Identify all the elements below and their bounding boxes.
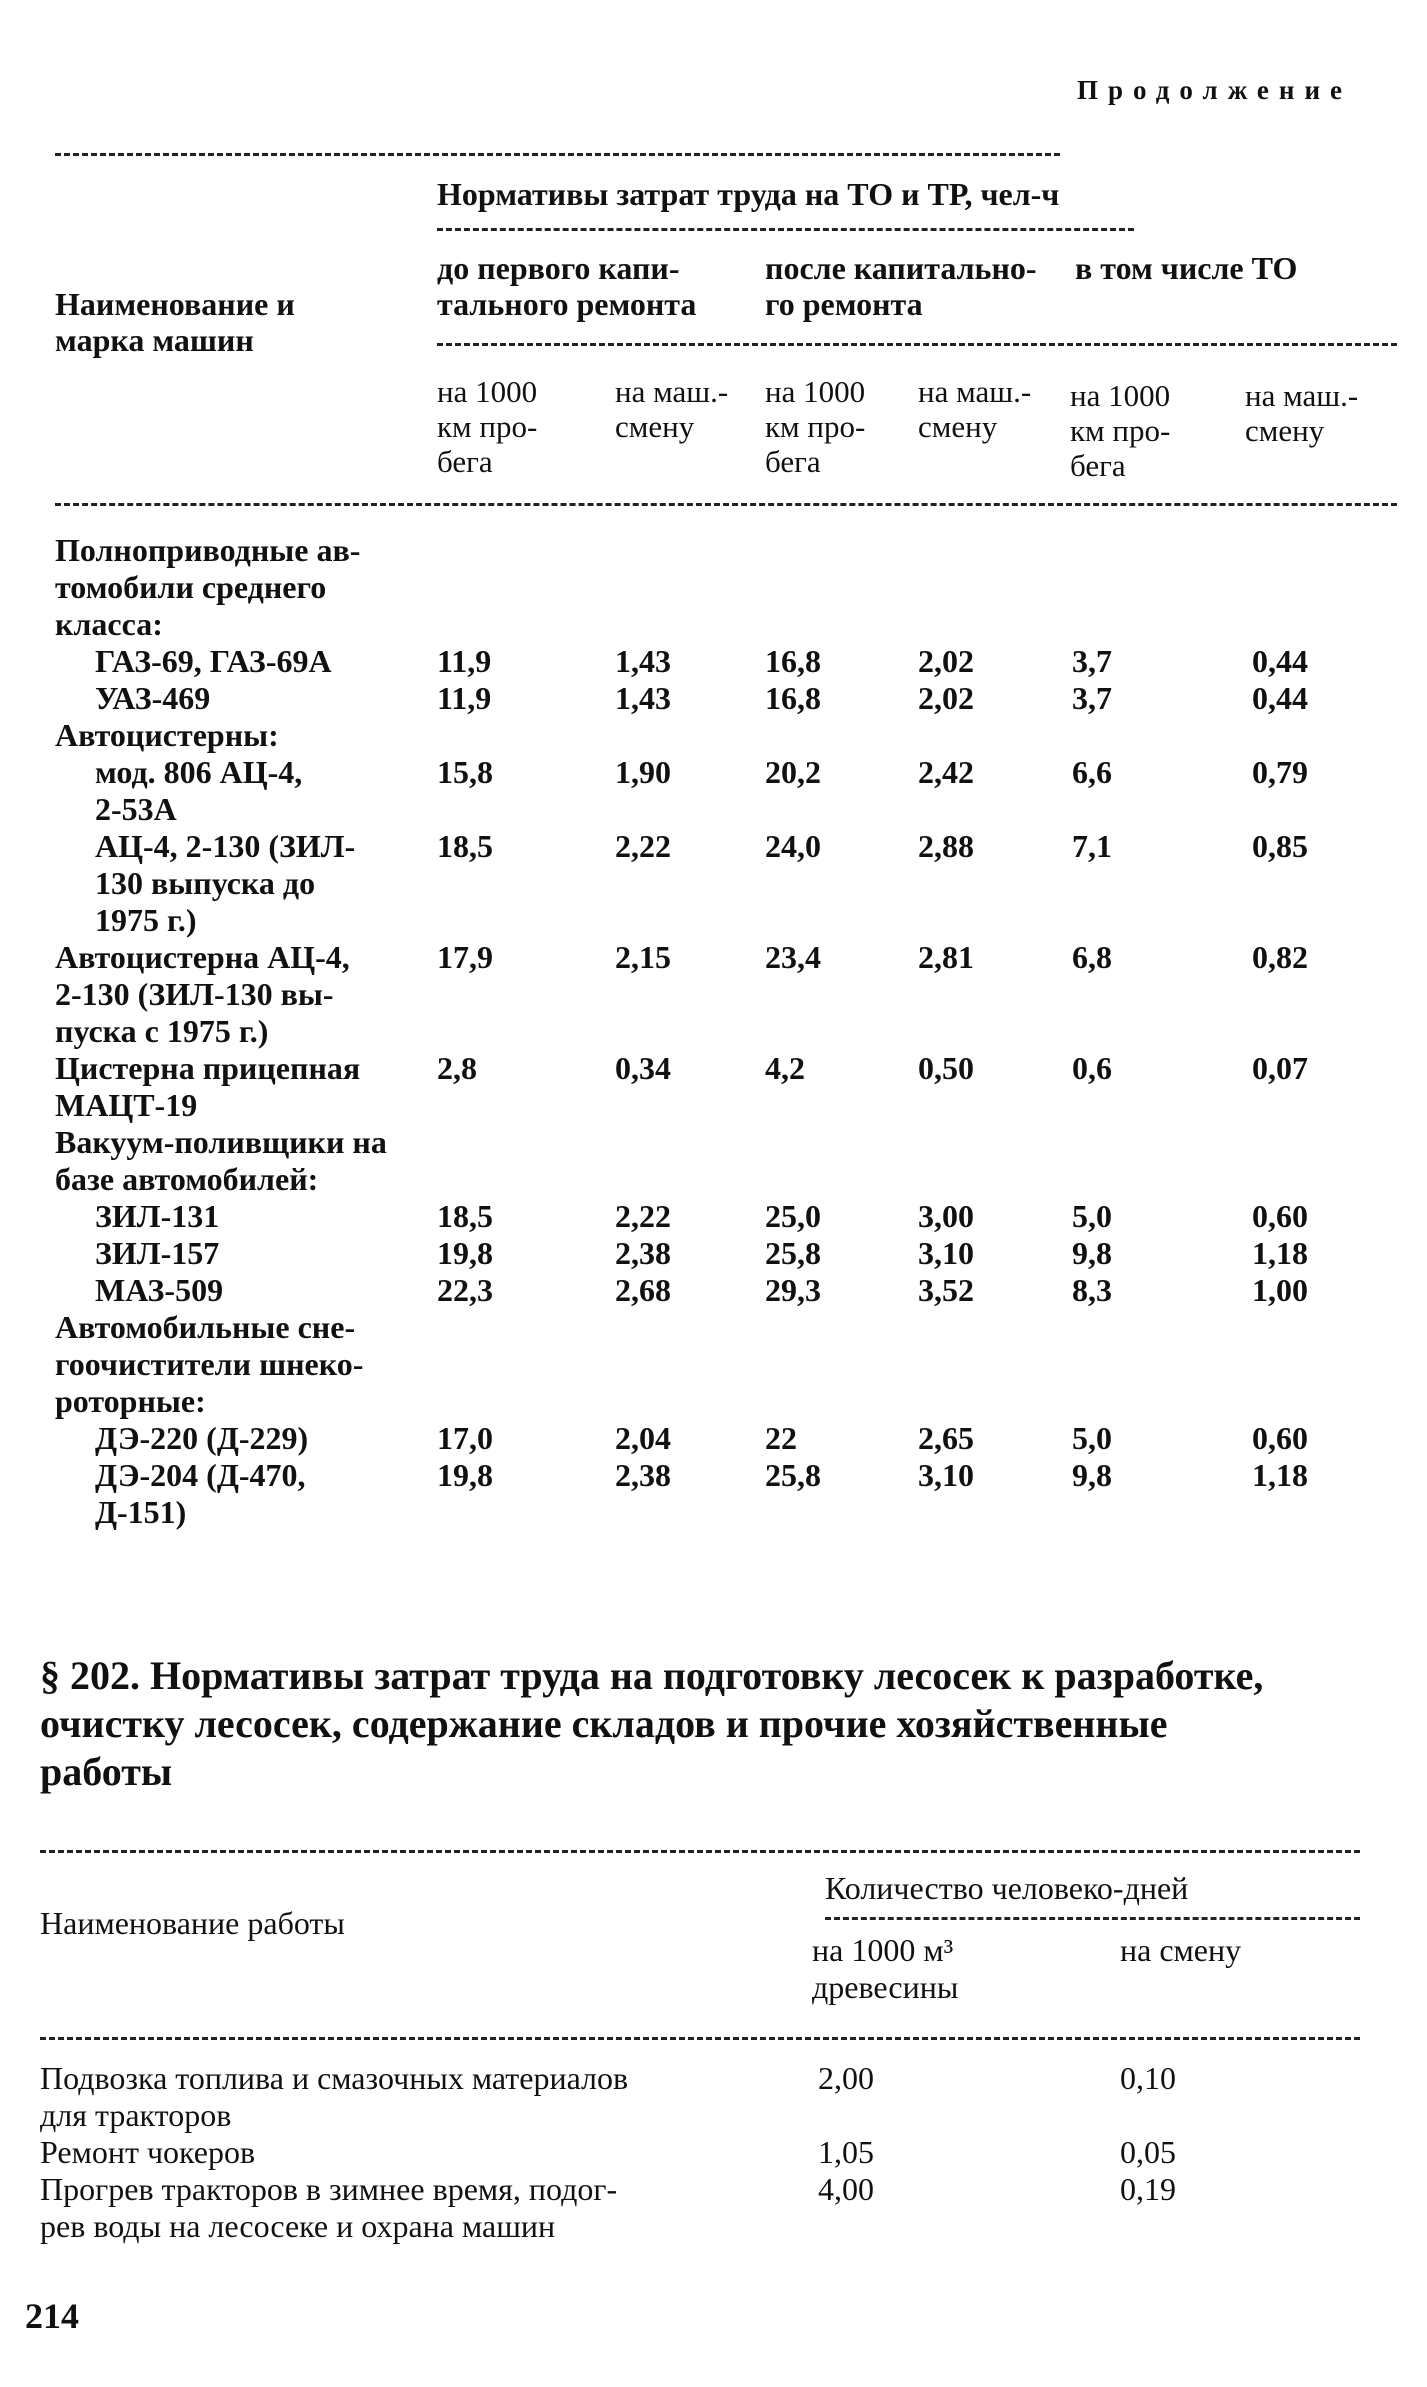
group-header-after-repair: после капитально- го ремонта	[765, 250, 1037, 322]
row-name: ЗИЛ-157	[95, 1235, 220, 1271]
table-cell: 1,18	[1252, 1235, 1308, 1271]
table-cell: 1,90	[615, 754, 671, 790]
table-cell: 16,8	[765, 680, 821, 716]
table-cell: 22	[765, 1420, 797, 1456]
section-title: § 202. Нормативы затрат труда на подготовку лесосек к разработке, очистку лесосек, содержание складов и прочие хозяйственные работы	[40, 1653, 1264, 1794]
table-cell: 0,82	[1252, 939, 1308, 975]
table-cell: 2,38	[615, 1457, 671, 1493]
table-cell: 2,22	[615, 828, 671, 864]
table-cell: 2,04	[615, 1420, 671, 1456]
column-header-machine: Наименование и марка машин	[55, 286, 295, 358]
table2-rule-mid	[825, 1917, 1360, 1920]
table-cell: 22,3	[437, 1272, 493, 1308]
table-cell: 0,34	[615, 1050, 671, 1086]
row-name: Цистерна прицепная МАЦТ-19	[55, 1050, 361, 1123]
table-cell: 9,8	[1072, 1457, 1112, 1493]
column-header-work: Наименование работы	[40, 1905, 345, 1941]
continuation-label: Продолжение	[1077, 75, 1352, 105]
table-cell: 2,8	[437, 1050, 477, 1086]
row-name: ДЭ-220 (Д-229)	[95, 1420, 309, 1456]
table-cell: 2,00	[818, 2060, 874, 2096]
table-cell: 0,85	[1252, 828, 1308, 864]
row-name: ДЭ-204 (Д-470, Д-151)	[95, 1457, 306, 1530]
table-cell: 2,42	[918, 754, 974, 790]
table-cell: 4,00	[818, 2171, 874, 2207]
subheader-2: на маш.- смену	[615, 374, 729, 444]
table-cell: 0,10	[1120, 2060, 1176, 2096]
table-cell: 5,0	[1072, 1420, 1112, 1456]
table-cell: 0,79	[1252, 754, 1308, 790]
row-name: Подвозка топлива и смазочных материалов для тракторов	[40, 2060, 629, 2133]
table-cell: 0,05	[1120, 2134, 1176, 2170]
row-name: Прогрев тракторов в зимнее время, подог- рев воды на лесосеке и охрана машин	[40, 2171, 618, 2244]
table-cell: 2,65	[918, 1420, 974, 1456]
table-cell: 0,19	[1120, 2171, 1176, 2207]
table-cell: 17,0	[437, 1420, 493, 1456]
group-header-before-repair: до первого капи- тального ремонта	[437, 250, 697, 322]
table-cell: 18,5	[437, 1198, 493, 1234]
table-cell: 0,44	[1252, 680, 1308, 716]
row-name: ЗИЛ-131	[95, 1198, 220, 1234]
row-name: ГАЗ-69, ГАЗ-69А	[95, 643, 332, 679]
table-cell: 5,0	[1072, 1198, 1112, 1234]
row-name: Автоцистерны:	[55, 717, 279, 753]
table-cell: 11,9	[437, 643, 492, 679]
table-cell: 3,10	[918, 1235, 974, 1271]
header-rule-1	[437, 228, 1134, 231]
table-cell: 2,88	[918, 828, 974, 864]
subheader-6: на маш.- смену	[1245, 378, 1359, 448]
table-cell: 18,5	[437, 828, 493, 864]
table-cell: 3,00	[918, 1198, 974, 1234]
table-cell: 1,18	[1252, 1457, 1308, 1493]
table-cell: 0,50	[918, 1050, 974, 1086]
table-cell: 16,8	[765, 643, 821, 679]
table-cell: 25,0	[765, 1198, 821, 1234]
table-cell: 0,60	[1252, 1198, 1308, 1234]
table2-rule-bottom	[40, 2037, 1360, 2040]
table-cell: 7,1	[1072, 828, 1112, 864]
table-cell: 23,4	[765, 939, 821, 975]
table-cell: 20,2	[765, 754, 821, 790]
table-cell: 0,6	[1072, 1050, 1112, 1086]
row-name: УАЗ-469	[95, 680, 211, 716]
table-cell: 2,68	[615, 1272, 671, 1308]
table-cell: 9,8	[1072, 1235, 1112, 1271]
table-cell: 2,02	[918, 680, 974, 716]
subheader-1: на 1000 км про- бега	[437, 374, 538, 479]
row-name: Ремонт чокеров	[40, 2134, 256, 2170]
table-cell: 19,8	[437, 1457, 493, 1493]
table-cell: 6,8	[1072, 939, 1112, 975]
table-cell: 11,9	[437, 680, 492, 716]
table-cell: 25,8	[765, 1235, 821, 1271]
header-rule-2	[437, 343, 1397, 346]
table2-rule-top	[40, 1850, 1360, 1853]
subheader-3: на 1000 км про- бега	[765, 374, 866, 479]
table-cell: 1,00	[1252, 1272, 1308, 1308]
table-cell: 1,43	[615, 680, 671, 716]
table-cell: 17,9	[437, 939, 493, 975]
column-header-norms: Нормативы затрат труда на ТО и ТР, чел-ч	[437, 176, 1060, 212]
table-cell: 29,3	[765, 1272, 821, 1308]
table-rule-top	[55, 153, 1060, 156]
table-cell: 8,3	[1072, 1272, 1112, 1308]
table-cell: 6,6	[1072, 754, 1112, 790]
page-number: 214	[25, 2296, 79, 2336]
table-cell: 1,05	[818, 2134, 874, 2170]
subheader-per-1000m3: на 1000 м³ древесины	[812, 1932, 959, 2005]
table-cell: 4,2	[765, 1050, 805, 1086]
table-cell: 15,8	[437, 754, 493, 790]
subheader-per-shift: на смену	[1120, 1932, 1242, 1968]
subheader-4: на маш.- смену	[918, 374, 1032, 444]
table-cell: 24,0	[765, 828, 821, 864]
table-cell: 19,8	[437, 1235, 493, 1271]
table-cell: 3,10	[918, 1457, 974, 1493]
row-name: АЦ-4, 2-130 (ЗИЛ- 130 выпуска до 1975 г.)	[95, 828, 356, 938]
table-cell: 3,52	[918, 1272, 974, 1308]
table-cell: 2,15	[615, 939, 671, 975]
subheader-5: на 1000 км про- бега	[1070, 378, 1171, 483]
table-cell: 2,81	[918, 939, 974, 975]
row-name: МАЗ-509	[95, 1272, 224, 1308]
table-cell: 2,02	[918, 643, 974, 679]
table-cell: 25,8	[765, 1457, 821, 1493]
row-name: Автоцистерна АЦ-4, 2-130 (ЗИЛ-130 вы- пуска с 1975 г.)	[55, 939, 350, 1049]
group-header-incl-to: в том числе ТО	[1075, 250, 1298, 286]
row-name: Автомобильные сне- гоочистители шнеко- роторные:	[55, 1309, 364, 1419]
table-cell: 0,44	[1252, 643, 1308, 679]
table-cell: 3,7	[1072, 680, 1112, 716]
table-cell: 0,07	[1252, 1050, 1308, 1086]
table-cell: 2,22	[615, 1198, 671, 1234]
row-name: мод. 806 АЦ-4, 2-53А	[95, 754, 303, 827]
table-cell: 0,60	[1252, 1420, 1308, 1456]
row-name: Вакуум-поливщики на базе автомобилей:	[55, 1124, 387, 1197]
header-rule-bottom	[55, 503, 1397, 506]
table-cell: 1,43	[615, 643, 671, 679]
table-cell: 2,38	[615, 1235, 671, 1271]
row-name: Полноприводные ав- томобили среднего класса:	[55, 532, 361, 642]
column-header-man-days: Количество человеко-дней	[825, 1870, 1189, 1906]
table-cell: 3,7	[1072, 643, 1112, 679]
